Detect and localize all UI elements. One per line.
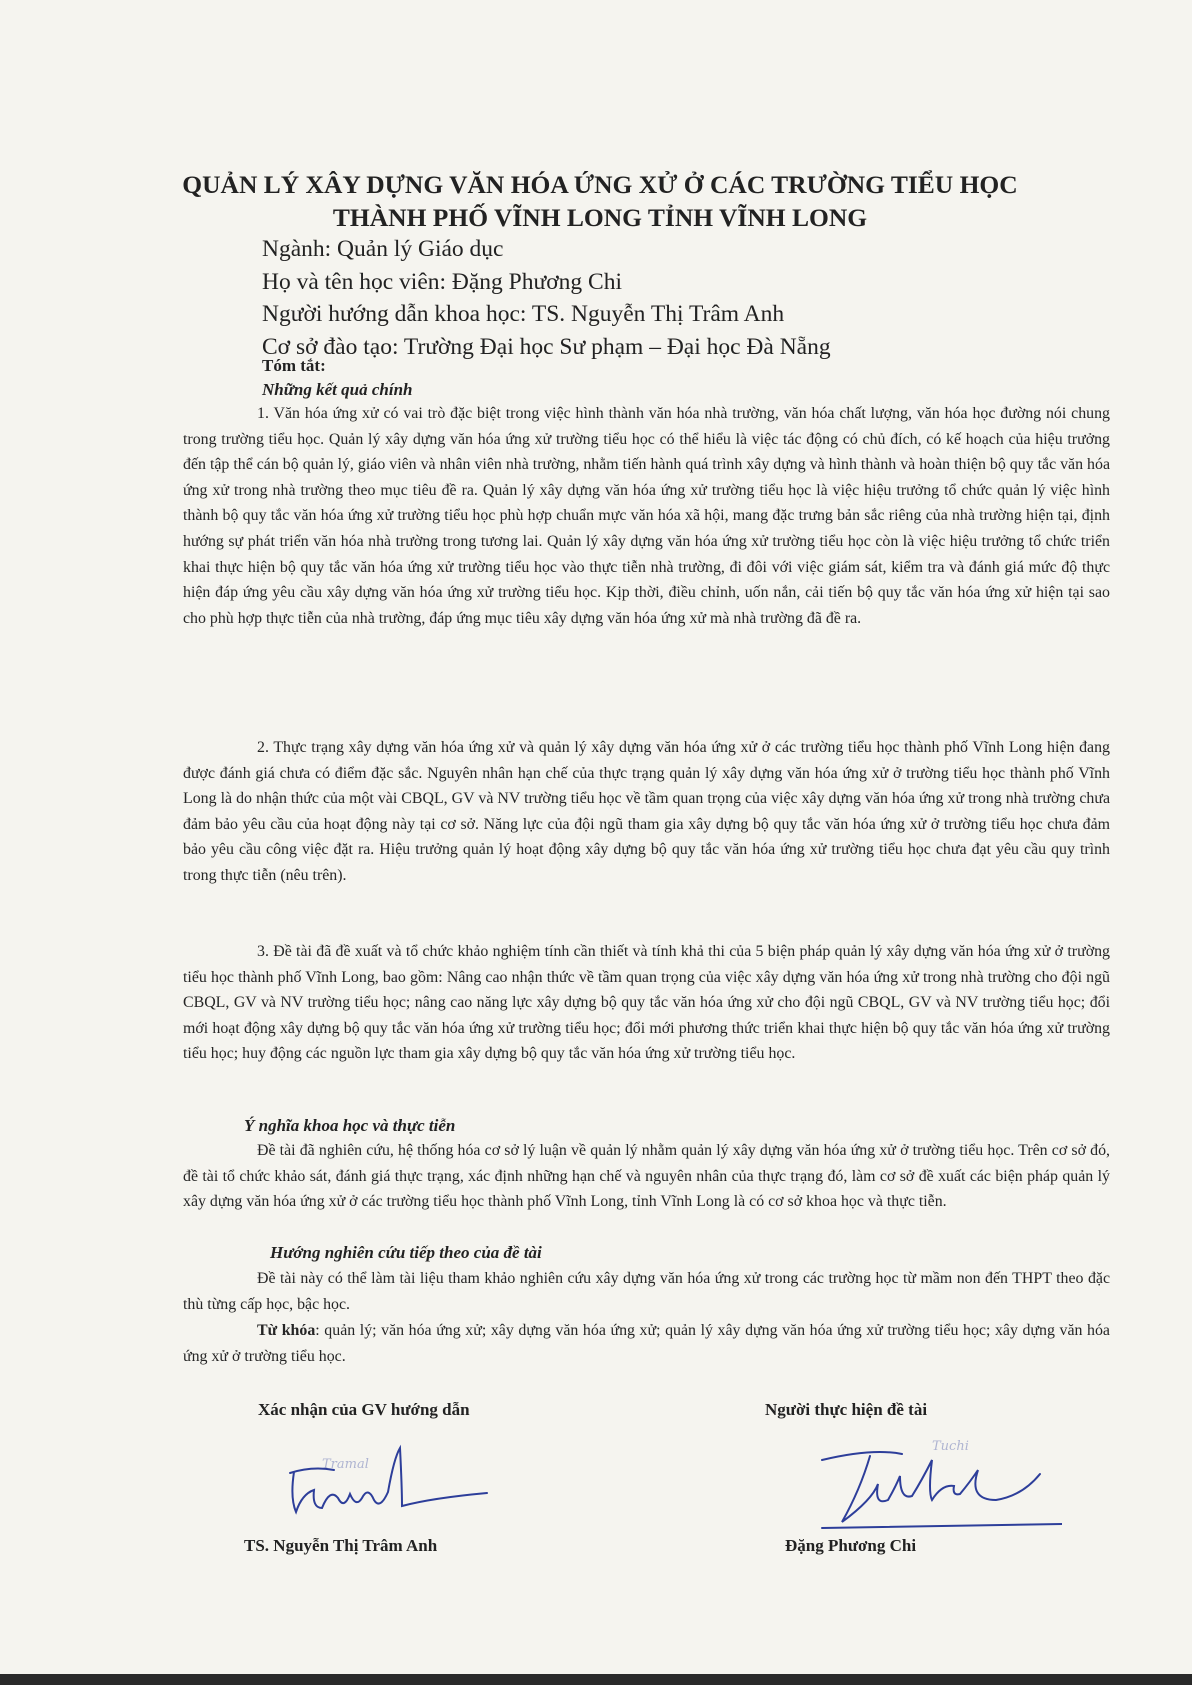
significance-heading: Ý nghĩa khoa học và thực tiễn [244,1116,456,1135]
advisor-scrawl: Tramal [322,1457,369,1472]
author-scrawl: Tuchi [932,1439,969,1454]
significance-paragraph: Đề tài đã nghiên cứu, hệ thống hóa cơ sở lý luận về quản lý nhằm quản lý xây dựng văn hóa ứng xử ở trường tiểu học. Trên cơ sở đó, đề tài tổ chức khảo sát, đánh giá thực trạng, xác định những hạn chế và nguyên nhân của thực trạng đó, làm cơ sở đề xuất các biện pháp quản lý xây dựng văn hóa ứng xử ở các trường tiểu học thành phố Vĩnh Long, tỉnh Vĩnh Long là có cơ sở khoa học và thực tiễn. [183,1142,1110,1211]
scan-border [0,1674,1192,1685]
keywords-paragraph [183,1318,1110,1369]
major-line: Ngành: Quản lý Giáo dục [262,236,504,262]
keywords-label: Từ khóa [257,1322,316,1339]
thesis-title [150,168,1050,234]
author-name: Đặng Phương Chi [785,1536,917,1555]
title-line-2: THÀNH PHỐ VĨNH LONG TỈNH VĨNH LONG [332,203,868,232]
future-paragraph: Đề tài này có thể làm tài liệu tham khảo nghiên cứu xây dựng văn hóa ứng xử trong các trường học từ mầm non đến THPT theo đặc thù từng cấp học, bậc học. [183,1270,1110,1313]
results-heading: Những kết quả chính [262,380,413,399]
author-label: Người thực hiện đề tài [765,1400,928,1419]
institution-line: Cơ sở đào tạo: Trường Đại học Sư phạm – Đại học Đà Nẵng [262,333,831,360]
student-line: Họ và tên học viên: Đặng Phương Chi [262,268,622,295]
keywords-text: : quản lý; văn hóa ứng xử; xây dựng văn hóa ứng xử; quản lý xây dựng văn hóa ứng xử trường tiểu học; xây dựng văn hóa ứng xử ở trường tiểu học. [183,1322,1110,1365]
result-paragraph-2: 2. Thực trạng xây dựng văn hóa ứng xử và quản lý xây dựng văn hóa ứng xử ở các trường tiểu học thành phố Vĩnh Long hiện đang được đánh giá chưa có điểm đặc sắc. Nguyên nhân hạn chế của thực trạng quản lý xây dựng văn hóa ứng xử ở trường tiểu học thành phố Vĩnh Long là do nhận thức của một vài CBQL, GV và NV trường tiểu học về tầm quan trọng của việc xây dựng văn hóa ứng xử trong nhà trường chưa đảm bảo yêu cầu của hoạt động này tại cơ sở. Năng lực của đội ngũ tham gia xây dựng bộ quy tắc văn hóa ứng xử ở trường tiểu học chưa đảm bảo yêu cầu công việc đặt ra. Hiệu trưởng quản lý hoạt động xây dựng bộ quy tắc văn hóa ứng xử trường tiểu học chưa đạt yêu cầu quy trình trong thực tiễn (nêu trên). [183,739,1110,884]
advisor-confirmation-label: Xác nhận của GV hướng dẫn [258,1400,470,1419]
author-signature [782,1430,1062,1530]
thesis-metadata [262,233,831,363]
advisor-name: TS. Nguyễn Thị Trâm Anh [244,1536,438,1555]
future-heading: Hướng nghiên cứu tiếp theo của đề tài [270,1243,542,1262]
summary-label: Tóm tắt: [262,356,326,375]
result-paragraph-3: 3. Đề tài đã đề xuất và tổ chức khảo nghiệm tính cần thiết và tính khả thi của 5 biện pháp quản lý xây dựng văn hóa ứng xử ở trường tiểu học thành phố Vĩnh Long, bao gồm: Nâng cao nhận thức về tầm quan trọng của việc xây dựng văn hóa ứng xử trong nhà trường cho đội ngũ CBQL, GV và NV trường tiểu học; nâng cao năng lực xây dựng bộ quy tắc văn hóa ứng xử cho đội ngũ CBQL, GV và NV trường tiểu học; đổi mới hoạt động xây dựng bộ quy tắc văn hóa ứng xử trường tiểu học; đổi mới phương thức triển khai thực hiện bộ quy tắc văn hóa ứng xử trường tiểu học; huy động các nguồn lực tham gia xây dựng bộ quy tắc văn hóa ứng xử trường tiểu học. [183,943,1110,1063]
result-paragraph-1: 1. Văn hóa ứng xử có vai trò đặc biệt trong việc hình thành văn hóa nhà trường, văn hóa chất lượng, văn hóa học đường nói chung trong trường tiểu học. Quản lý xây dựng văn hóa ứng xử trường tiểu học có thể hiểu là việc tác động có chủ đích, có kế hoạch của hiệu trưởng đến tập thể cán bộ quản lý, giáo viên và nhân viên nhà trường, nhằm tiến hành quá trình xây dựng và hình thành và hoàn thiện bộ quy tắc văn hóa ứng xử trong nhà trường theo mục tiêu đề ra. Quản lý xây dựng văn hóa ứng xử trường tiểu học là việc hiệu trưởng tổ chức quản lý việc hình thành bộ quy tắc văn hóa ứng xử trường tiểu học phù hợp chuẩn mực văn hóa xã hội, mang đặc trưng bản sắc riêng của nhà trường hiện tại, định hướng sự phát triển văn hóa nhà trường trong tương lai. Quản lý xây dựng văn hóa ứng xử trường tiểu học còn là việc hiệu trưởng tổ chức triển khai thực hiện bộ quy tắc văn hóa ứng xử trường tiểu học vào thực tiễn nhà trường, đi đôi với việc giám sát, kiểm tra và đánh giá mức độ thực hiện đáp ứng yêu cầu xây dựng văn hóa ứng xử trường tiểu học. Kịp thời, điều chỉnh, uốn nắn, cải tiến bộ quy tắc văn hóa ứng xử hiện tại sao cho phù hợp thực tiễn của nhà trường, đáp ứng mục tiêu xây dựng văn hóa ứng xử mà nhà trường đã đề ra. [183,405,1110,627]
advisor-signature [282,1428,512,1528]
advisor-line: Người hướng dẫn khoa học: TS. Nguyễn Thị Trâm Anh [262,301,785,327]
title-line-1: QUẢN LÝ XÂY DỰNG VĂN HÓA ỨNG XỬ Ở CÁC TRƯỜNG TIỂU HỌC [182,170,1018,199]
